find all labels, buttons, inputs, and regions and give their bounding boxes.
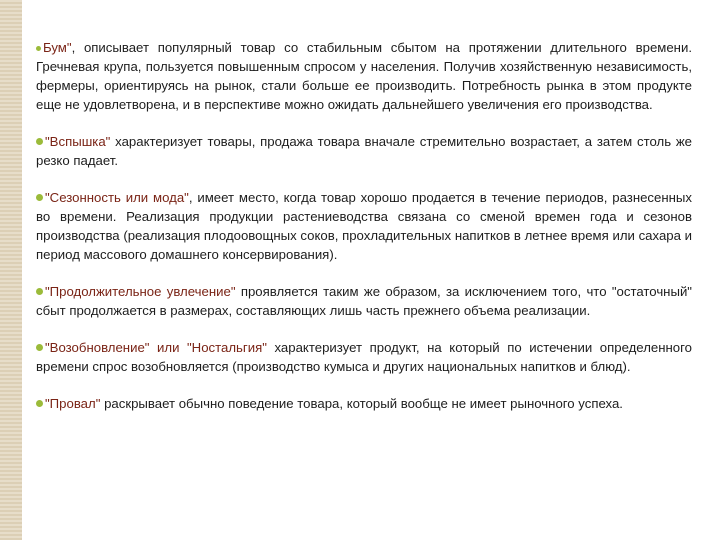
bullet-icon: [36, 344, 43, 351]
bullet-icon: [36, 46, 41, 51]
paragraph-text: проявляется таким же образом, за исключением того, что "остаточный" сбыт продолжается в размерах, составляющих лишь часть прежнего объема реализации.: [36, 284, 692, 318]
paragraph-long-fad: [36, 282, 692, 320]
paragraph-text: , описывает популярный товар со стабильным сбытом на протяжении длительного времени. Гречневая крупа, пользуется повышенным спросом у населения. Получив хозяйственную независимость, фермеры, ориентируясь на рынок, стали больше ее производить. Потребность рынка в этом продукте еще не удовлетворена, и в перспективе можно ожидать дальнейшего увеличения его производства.: [36, 40, 692, 112]
paragraph-text: раскрывает обычно поведение товара, который вообще не имеет рыночного успеха.: [100, 396, 623, 411]
slide-content: [36, 38, 692, 431]
paragraph-text: характеризует товары, продажа товара вначале стремительно возрастает, а затем столь же резко падает.: [36, 134, 692, 168]
keyword-long-fad: "Продолжительное увлечение": [45, 284, 236, 299]
keyword-boom: Бум": [43, 40, 72, 55]
paragraph-flash: [36, 132, 692, 170]
bullet-icon: [36, 400, 43, 407]
bullet-icon: [36, 288, 43, 295]
bullet-icon: [36, 194, 43, 201]
paragraph-nostalgia: [36, 338, 692, 376]
keyword-seasonal: "Сезонность или мода": [45, 190, 189, 205]
decorative-left-band: [0, 0, 22, 540]
paragraph-text: , имеет место, когда товар хорошо продается в течение периодов, разнесенных во времени. Реализация продукции растениеводства связана со сменой времен года и сезонов производства (реализация плодоовощных соков, прохладительных напитков в летнее время или сахара и период массового домашнего консервирования).: [36, 190, 692, 262]
paragraph-seasonal: [36, 188, 692, 264]
keyword-flash: "Вспышка": [45, 134, 111, 149]
keyword-failure: "Провал": [45, 396, 101, 411]
paragraph-failure: [36, 394, 692, 413]
keyword-nostalgia: "Возобновление" или "Ностальгия": [45, 340, 267, 355]
bullet-icon: [36, 138, 43, 145]
paragraph-boom: [36, 38, 692, 114]
slide: [22, 0, 720, 540]
paragraph-text: характеризует продукт, на который по истечении определенного времени спрос возобновляется (производство кумыса и других национальных напитков и блюд).: [36, 340, 692, 374]
